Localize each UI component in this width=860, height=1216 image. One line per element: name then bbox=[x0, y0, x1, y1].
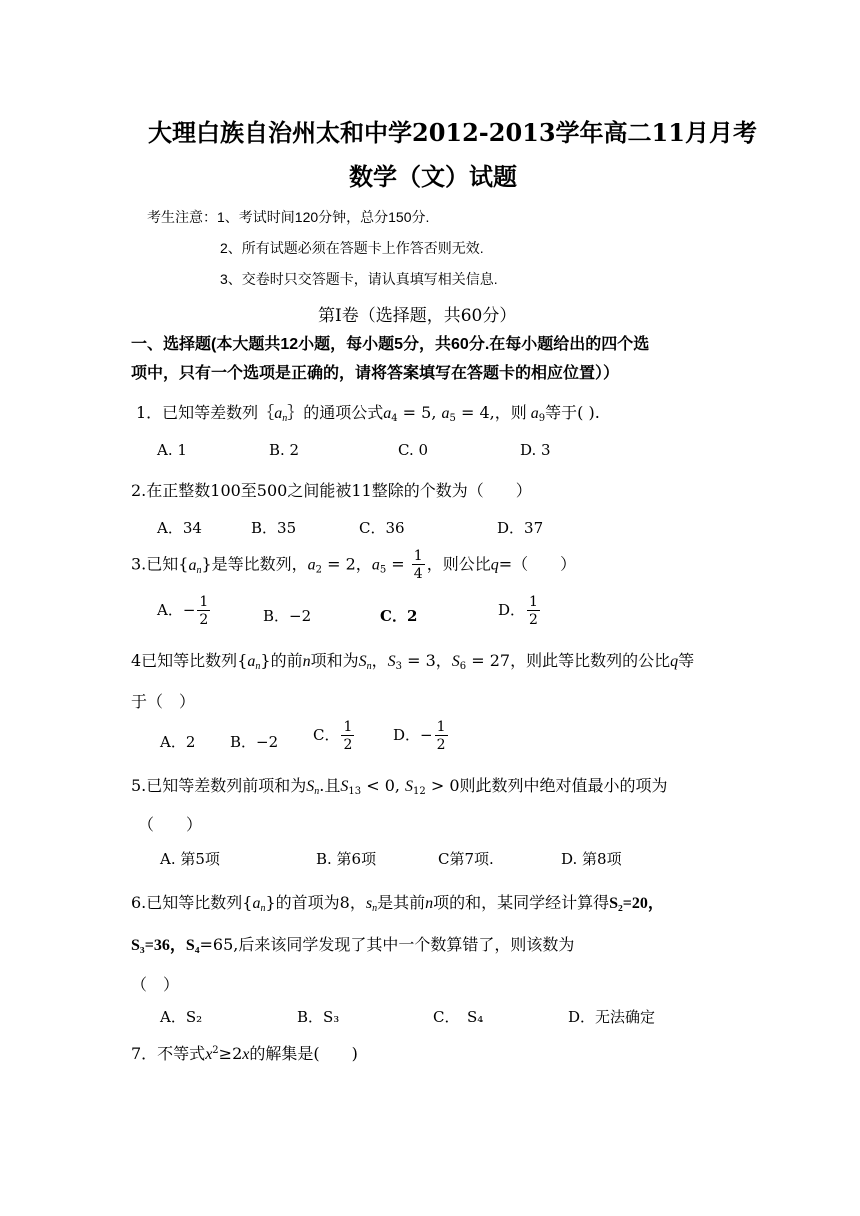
q5-option-c: C第7项. bbox=[438, 850, 494, 868]
q3-tail: =（ ） bbox=[498, 554, 577, 574]
q6-line-2 bbox=[131, 932, 574, 955]
q5-option-b: B. 第6项 bbox=[316, 850, 377, 868]
q3-option-d: D． $\frac{1}{2}$ bbox=[498, 594, 538, 628]
q1-option-d: D. 3 bbox=[520, 441, 551, 459]
q6-prefix: 6.已知等比数列 bbox=[131, 893, 243, 912]
q7-prefix: 7．不等式 bbox=[131, 1044, 206, 1063]
q5-option-d: D. 第8项 bbox=[561, 850, 622, 868]
question-3: 3.已知$\{a_n\}$是等比数列，$a_2 = 2$，$a_5$ = $\frac{1}{4}$ ，则公比q=（ ） bbox=[131, 548, 577, 582]
q4-end2: 等 bbox=[678, 651, 695, 670]
q4-end: ，则此等比数列的公比 bbox=[510, 651, 671, 670]
notice-item-3: 3、交卷时只交答题卡，请认真填写相关信息. bbox=[220, 271, 498, 287]
q6-mid: 的首项为8， bbox=[275, 893, 366, 912]
question-2: 2.在正整数100至500之间能被11整除的个数为（ ） bbox=[131, 481, 532, 500]
q3-option-a: A．− $\frac{1}{2}$ bbox=[157, 594, 209, 628]
q4-line-2: 于（ ） bbox=[131, 692, 196, 711]
q6-mid2: 是其前 bbox=[377, 893, 426, 912]
q3-option-c: C．2 bbox=[380, 607, 418, 625]
q6-option-b: B．S₃ bbox=[297, 1008, 340, 1026]
q3-end: ，则公比 bbox=[426, 554, 491, 574]
q1-option-a: A. 1 bbox=[157, 441, 187, 459]
question-5: 5.已知等差数列前项和为$S_n$.且$S_{13} < 0$, $S_{12} > 0$则此数列中绝对值最小的项为 bbox=[131, 776, 668, 797]
q6-line-2-text: =65,后来该同学发现了其中一个数算错了，则该数为 bbox=[199, 935, 575, 954]
q3-mid: 是等比数列， bbox=[211, 554, 308, 574]
q5-line-2: （ ） bbox=[138, 815, 203, 834]
q5-option-a: A. 第5项 bbox=[160, 850, 220, 868]
q4-option-c: C． $\frac{1}{2}$ bbox=[313, 719, 353, 753]
q2-option-d: D．37 bbox=[497, 519, 544, 537]
q1-prefix: 1．已知等差数列｛ bbox=[136, 403, 275, 422]
q4-option-a: A．2 bbox=[160, 733, 196, 751]
q1-tail: ，则 bbox=[494, 403, 527, 422]
q4-option-b: B．−2 bbox=[230, 733, 279, 751]
q5-end: 则此数列中绝对值最小的项为 bbox=[459, 776, 668, 795]
q1-end: 等于( ). bbox=[545, 403, 600, 422]
q6-s3: S₃=36，S₄ bbox=[131, 937, 200, 954]
section-title: 第I卷（选择题，共60分） bbox=[318, 306, 517, 326]
q1-option-c: C. 0 bbox=[398, 441, 429, 459]
q6-option-c: C． S₄ bbox=[433, 1008, 484, 1026]
section-instruction-1: 一、选择题(本大题共12小题，每小题5分，共60分.在每小题给出的四个选 bbox=[131, 336, 650, 353]
exam-title: 大理白族自治州太和中学2012-2013学年高二11月月考 bbox=[148, 118, 757, 147]
q6-option-a: A．S₂ bbox=[160, 1008, 203, 1026]
question-4: 4已知等比数列$\{a_n\}$的前n项和为$S_n$，$S_3 = 3$，$S_6 = 27$，则此等比数列的公比q等 bbox=[131, 651, 695, 672]
q4-option-d: D．− $\frac{1}{2}$ bbox=[393, 719, 446, 753]
question-7: 7．不等式$x^2\ge 2x$的解集是( ) bbox=[131, 1044, 358, 1063]
exam-subtitle: 数学（文）试题 bbox=[349, 162, 517, 191]
notice-item-1: 考生注意：1、考试时间120分钟，总分150分. bbox=[147, 209, 430, 225]
q4-mid: 的前 bbox=[270, 651, 303, 670]
q6-option-d: D．无法确定 bbox=[568, 1008, 656, 1026]
section-instruction-2: 项中，只有一个选项是正确的，请将答案填写在答题卡的相应位置）） bbox=[131, 365, 620, 382]
question-6: 6.已知等比数列$\{a_n\}$的首项为8，$s_n$是其前n项的和，某同学经计算得S₂=20， bbox=[131, 893, 664, 914]
q7-end: 的解集是( ) bbox=[249, 1044, 358, 1063]
notice-item-2: 2、所有试题必须在答题卡上作答否则无效. bbox=[220, 240, 484, 256]
q6-end: 项的和，某同学经计算得 bbox=[433, 893, 610, 912]
q4-prefix: 4已知等比数列 bbox=[131, 651, 238, 670]
q5-prefix: 5.已知等差数列前项和为 bbox=[131, 776, 307, 795]
q1-mid: ｝的通项公式 bbox=[287, 403, 384, 422]
q2-option-a: A．34 bbox=[157, 519, 202, 537]
q4-mid2: 项和为 bbox=[310, 651, 359, 670]
q5-mid: .且 bbox=[319, 776, 341, 795]
q6-s2: S₂=20， bbox=[609, 895, 664, 912]
q3-prefix: 3.已知 bbox=[131, 554, 179, 574]
q2-option-b: B．35 bbox=[251, 519, 297, 537]
q1-option-b: B. 2 bbox=[269, 441, 300, 459]
q6-line-3: （ ） bbox=[131, 975, 180, 994]
q2-option-c: C．36 bbox=[359, 519, 405, 537]
q3-option-b: B．−2 bbox=[263, 607, 312, 625]
question-1: 1．已知等差数列$\{a_n\}$的通项公式$a_4 = 5$, $a_5 = 4$,，则 $a_9$等于( ). bbox=[136, 403, 600, 424]
